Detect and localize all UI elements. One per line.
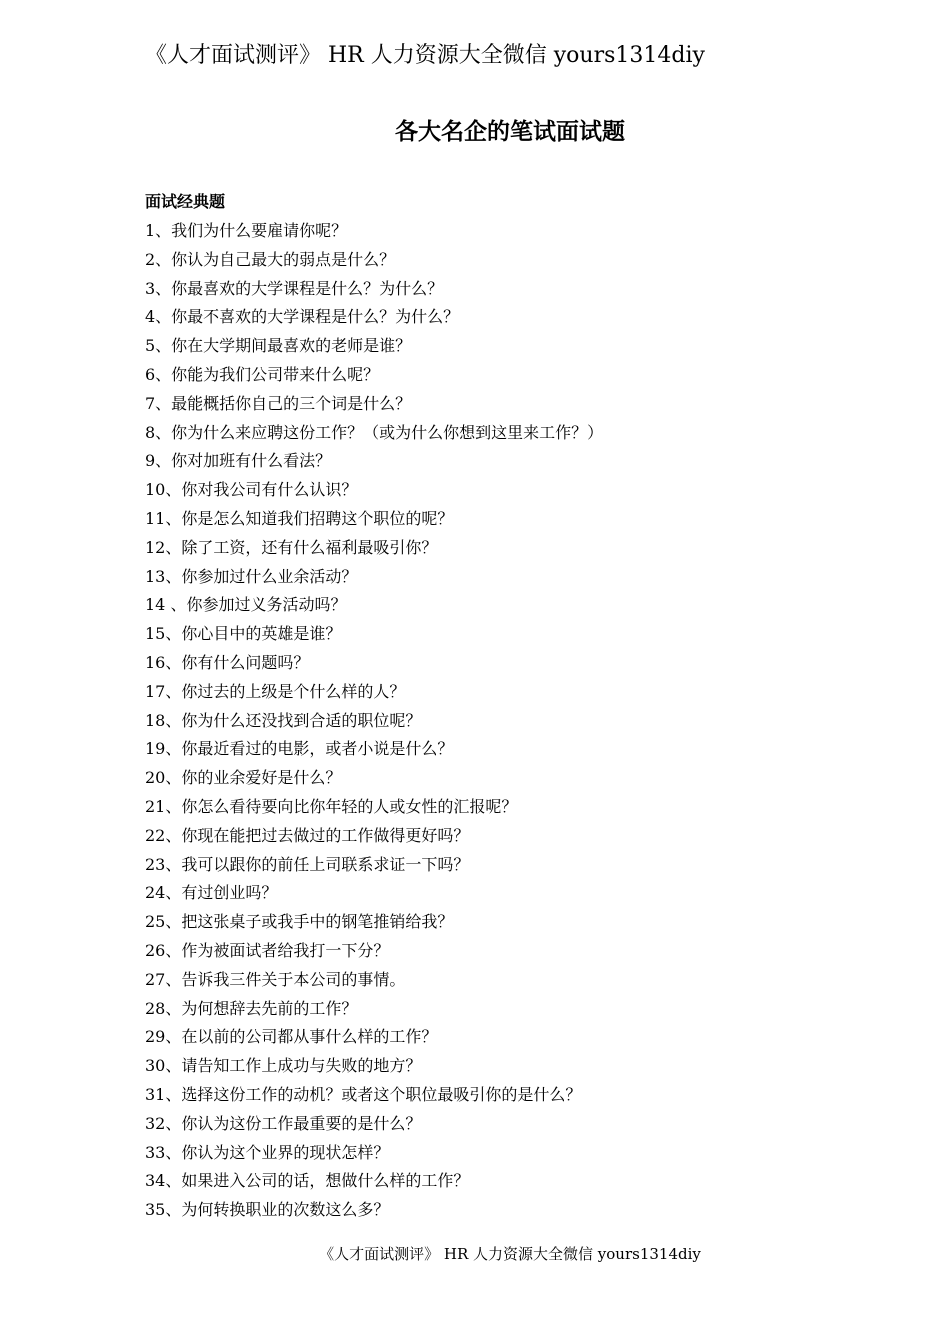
question-item: 23、我可以跟你的前任上司联系求证一下吗？ [145, 854, 470, 874]
question-item: 24、有过创业吗？ [145, 883, 278, 903]
question-item: 31、选择这份工作的动机？或者这个职位最吸引你的是什么？ [145, 1084, 582, 1104]
question-item: 34、如果进入公司的话，想做什么样的工作？ [145, 1171, 470, 1191]
question-item: 4、你最不喜欢的大学课程是什么？为什么？ [145, 307, 460, 327]
question-item: 11、你是怎么知道我们招聘这个职位的呢？ [145, 508, 454, 528]
document-title: 各大名企的笔试面试题 [395, 118, 625, 145]
question-item: 27、告诉我三件关于本公司的事情。 [145, 969, 406, 989]
question-item: 14 、你参加过义务活动吗？ [145, 595, 347, 615]
question-item: 18、你为什么还没找到合适的职位呢？ [145, 710, 422, 730]
question-item: 3、你最喜欢的大学课程是什么？为什么？ [145, 278, 444, 298]
page-header: 《人才面试测评》 HR 人力资源大全微信 yours1314diy [145, 43, 705, 68]
question-item: 33、你认为这个业界的现状怎样？ [145, 1142, 390, 1162]
page-footer: 《人才面试测评》 HR 人力资源大全微信 yours1314diy [319, 1245, 701, 1263]
question-item: 12、除了工资，还有什么福利最吸引你？ [145, 537, 438, 557]
question-item: 5、你在大学期间最喜欢的老师是谁？ [145, 336, 412, 356]
question-item: 6、你能为我们公司带来什么呢？ [145, 364, 380, 384]
question-item: 13、你参加过什么业余活动？ [145, 566, 358, 586]
question-item: 25、把这张桌子或我手中的钢笔推销给我？ [145, 912, 454, 932]
question-item: 10、你对我公司有什么认识？ [145, 480, 358, 500]
question-item: 35、为何转换职业的次数这么多？ [145, 1200, 390, 1220]
question-item: 16、你有什么问题吗？ [145, 652, 310, 672]
section-heading: 面试经典题 [145, 192, 226, 211]
question-item: 2、你认为自己最大的弱点是什么？ [145, 249, 396, 269]
question-item: 20、你的业余爱好是什么？ [145, 768, 342, 788]
question-item: 1、我们为什么要雇请你呢？ [145, 221, 348, 240]
question-item: 29、在以前的公司都从事什么样的工作？ [145, 1027, 438, 1047]
question-item: 19、你最近看过的电影，或者小说是什么？ [145, 739, 454, 759]
question-list [145, 217, 603, 1225]
question-item: 22、你现在能把过去做过的工作做得更好吗？ [145, 825, 470, 845]
question-item: 30、请告知工作上成功与失败的地方？ [145, 1056, 422, 1076]
question-item: 8、你为什么来应聘这份工作？（或为什么你想到这里来工作？） [145, 422, 604, 442]
question-item: 28、为何想辞去先前的工作？ [145, 998, 358, 1018]
question-item: 9、你对加班有什么看法？ [145, 451, 332, 471]
question-item: 21、你怎么看待要向比你年轻的人或女性的汇报呢？ [145, 796, 518, 816]
question-item: 17、你过去的上级是个什么样的人？ [145, 681, 406, 701]
question-item: 26、作为被面试者给我打一下分？ [145, 940, 390, 960]
question-item: 32、你认为这份工作最重要的是什么？ [145, 1113, 422, 1133]
question-item: 7、最能概括你自己的三个词是什么？ [145, 393, 412, 413]
question-item: 15、你心目中的英雄是谁？ [145, 624, 342, 644]
